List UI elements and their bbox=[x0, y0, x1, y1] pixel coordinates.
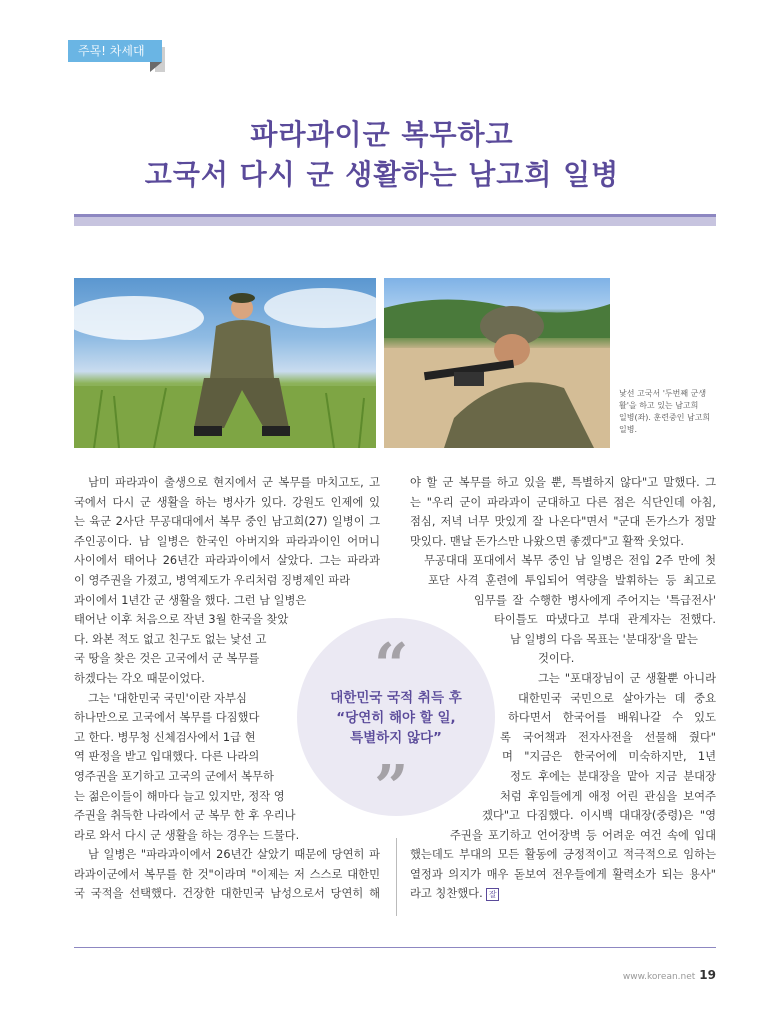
pull-quote-line: 특별하지 않다” bbox=[350, 730, 442, 746]
body-line: 영주권을 포기하고 고국의 군에서 복무하 bbox=[74, 769, 274, 783]
pull-quote-line: 대한민국 국적 취득 후 bbox=[330, 690, 462, 706]
page-number: 19 bbox=[699, 968, 716, 982]
body-line: 다. 와본 적도 없고 친구도 없는 낯선 고 bbox=[74, 632, 267, 646]
body-line: 역 판정을 받고 입대했다. 다른 나라의 bbox=[74, 750, 260, 764]
body-line: 주권을 포기하고 언어장벽 등 어려운 여건 속에 입대 bbox=[450, 828, 716, 842]
body-line: 라과이군에서 복무를 한 것"이라며 "이제는 저 스스로 대한민 bbox=[74, 867, 380, 881]
close-quote-icon: ” bbox=[374, 753, 409, 823]
body-line: 주인공이다. 남 일병은 한국인 아버지와 파라과이인 어머니 bbox=[74, 534, 380, 548]
body-line: 하겠다는 각오 때문이었다. bbox=[74, 671, 205, 685]
body-line: 열정과 의지가 매우 돋보여 전우들에게 활력소가 되는 용사" bbox=[410, 867, 716, 881]
body-line: 남미 파라과이 출생으로 현지에서 군 복무를 마치고도, 고 bbox=[88, 476, 380, 489]
body-line-text: 라고 칭찬했다. bbox=[410, 887, 483, 901]
section-tag: 주목! 차세대 bbox=[68, 40, 162, 62]
body-line: 국 땅을 찾은 것은 고국에서 군 복무를 bbox=[74, 652, 260, 666]
body-line: 했는데도 부대의 모든 활동에 긍정적이고 적극적으로 임하는 bbox=[410, 848, 716, 862]
footer-url[interactable]: www.korean.net bbox=[622, 972, 696, 982]
open-quote-icon: “ bbox=[374, 631, 409, 701]
headline-line-2: 고국서 다시 군 생활하는 남고희 일병 bbox=[144, 158, 620, 191]
body-line: 는 젊은이들이 해마다 늘고 있지만, 정작 영 bbox=[74, 789, 285, 803]
body-line: 국에서 다시 군 생활을 하는 병사가 있다. 강원도 인제에 있 bbox=[74, 495, 380, 509]
photo-soldier-sitting-illustration bbox=[74, 278, 376, 448]
body-line: 라로 와서 다시 군 생활을 하는 경우는 드물다. bbox=[74, 828, 300, 842]
body-line: 는 "우리 군이 파라과이 군대하고 다른 점은 식단인데 아침, bbox=[410, 495, 716, 509]
photo-soldier-training bbox=[384, 278, 610, 448]
body-line: 사이에서 태어나 26년간 파라과이에서 살았다. 그는 파라과 bbox=[74, 554, 380, 568]
body-line: 하다면서 한국어를 배워나갈 수 있도 bbox=[508, 711, 716, 725]
body-line: 정도 후에는 분대장을 맡아 지금 분대장 bbox=[510, 769, 716, 783]
body-line-last bbox=[410, 884, 716, 904]
body-line: 태어난 이후 처음으로 작년 3월 한국을 찾았 bbox=[74, 613, 289, 627]
caption-line: 활'을 하고 있는 남고희 bbox=[619, 401, 699, 410]
body-line: 겠다"고 다짐했다. 이시백 대대장(중령)은 "영 bbox=[482, 809, 716, 823]
body-line: 하나만으로 고국에서 복무를 다짐했다 bbox=[74, 711, 260, 725]
headline-rule bbox=[74, 214, 716, 226]
caption-line: 낯선 고국서 '두번째 군생 bbox=[619, 389, 707, 398]
body-line: 맛있다. 맨날 돈가스만 나왔으면 좋겠다"고 활짝 웃었다. bbox=[410, 534, 685, 548]
caption-line: 일병(좌). 훈련중인 남고희 bbox=[619, 413, 711, 422]
body-line: 고 한다. 병무청 신체검사에서 1급 현 bbox=[74, 730, 256, 744]
body-line: 는 육군 2사단 무공대대에서 복무 중인 남고희(27) 일병이 그 bbox=[74, 515, 380, 529]
pull-quote-line: “당연히 해야 할 일, bbox=[336, 710, 456, 726]
body-line: 그는 '대한민국 국민'이란 자부심 bbox=[88, 691, 247, 705]
body-line: 록 국어책과 전자사전을 선물해 줬다" bbox=[500, 730, 716, 744]
body-line: 무공대대 포대에서 복무 중인 남 일병은 전입 2주 만에 첫 bbox=[424, 554, 716, 568]
photo-soldier-training-illustration bbox=[384, 278, 610, 448]
caption-line: 일병. bbox=[619, 425, 637, 434]
end-mark-icon: 잘 bbox=[486, 888, 499, 901]
photo-soldier-sitting bbox=[74, 278, 376, 448]
column-divider bbox=[396, 838, 397, 916]
body-line: 그는 "포대장님이 군 생활뿐 아니라 bbox=[538, 671, 716, 685]
body-line: 국 국적을 선택했다. 건장한 대한민국 남성으로서 당연히 해 bbox=[74, 887, 380, 901]
footer bbox=[623, 968, 716, 982]
body-line: 야 할 군 복무를 하고 있을 뿐, 특별하지 않다"고 말했다. 그 bbox=[410, 476, 716, 489]
body-line: 대한민국 국민으로 살아가는 데 중요 bbox=[518, 691, 716, 705]
section-tag-fold bbox=[150, 62, 162, 72]
body-line: 타이틀도 따냈다고 부대 관계자는 전했다. bbox=[494, 613, 716, 627]
headline-line-1: 파라과이군 복무하고 bbox=[250, 118, 514, 151]
body-line: 남 일병의 다음 목표는 '분대장'을 맡는 bbox=[510, 632, 698, 646]
body-line: 포단 사격 훈련에 투입되어 역량을 발휘하는 등 최고로 bbox=[428, 573, 716, 587]
body-line: 며 "지금은 한국어에 미숙하지만, 1년 bbox=[502, 750, 716, 764]
body-line: 임무를 잘 수행한 병사에게 주어지는 '특급전사' bbox=[474, 593, 716, 607]
footer-rule bbox=[74, 947, 716, 948]
body-line: 주권을 취득한 나라에서 군 복무 한 후 우리나 bbox=[74, 809, 296, 823]
body-line: 처럼 후임들에게 애정 어린 관심을 보여주 bbox=[500, 789, 716, 803]
body-line: 남 일병은 "파라과이에서 26년간 살았기 때문에 당연히 파 bbox=[88, 848, 380, 862]
body-line: 점심, 저녁 너무 맛있게 잘 나온다"면서 "군대 돈가스가 정말 bbox=[410, 515, 716, 529]
pull-quote bbox=[297, 688, 495, 748]
photo-caption bbox=[619, 388, 721, 436]
body-line: 것이다. bbox=[538, 652, 575, 666]
body-line: 이 영주권을 가졌고, 병역제도가 우리처럼 징병제인 파라 bbox=[74, 573, 351, 587]
body-line: 과이에서 1년간 군 생활을 했다. 그런 남 일병은 bbox=[74, 593, 307, 607]
